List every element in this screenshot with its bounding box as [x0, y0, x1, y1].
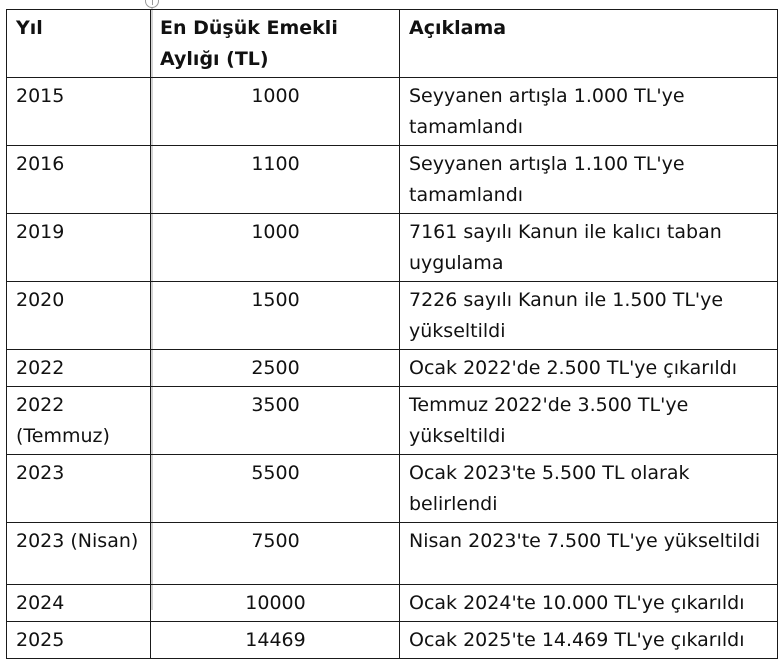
cell-year[interactable]: 2020: [7, 282, 151, 350]
table-row: [7, 455, 778, 523]
cell-amount[interactable]: 14469: [151, 622, 400, 659]
cell-amount[interactable]: 10000: [151, 585, 400, 622]
cell-amount[interactable]: 5500: [151, 455, 400, 523]
cell-note[interactable]: Ocak 2024'te 10.000 TL'ye çıkarıldı: [400, 585, 778, 622]
cell-note[interactable]: Seyyanen artışla 1.100 TL'ye tamamlandı: [400, 146, 778, 214]
header-year[interactable]: Yıl: [7, 10, 151, 78]
pension-table: [6, 9, 778, 659]
table-row: [7, 622, 778, 659]
cell-amount[interactable]: 3500: [151, 387, 400, 455]
header-amount[interactable]: En Düşük Emekli Aylığı (TL): [151, 10, 400, 78]
cell-amount[interactable]: 7500: [151, 523, 400, 585]
table-row: [7, 78, 778, 146]
table-row: [7, 214, 778, 282]
cell-note[interactable]: 7226 sayılı Kanun ile 1.500 TL'ye yükseltildi: [400, 282, 778, 350]
cell-amount[interactable]: 1000: [151, 214, 400, 282]
table-row: [7, 387, 778, 455]
cell-year[interactable]: 2015: [7, 78, 151, 146]
cell-year[interactable]: 2016: [7, 146, 151, 214]
table-row: [7, 585, 778, 622]
cell-note[interactable]: Temmuz 2022'de 3.500 TL'ye yükseltildi: [400, 387, 778, 455]
header-note[interactable]: Açıklama: [400, 10, 778, 78]
cell-note[interactable]: Ocak 2025'te 14.469 TL'ye çıkarıldı: [400, 622, 778, 659]
cell-amount[interactable]: 1500: [151, 282, 400, 350]
cell-year[interactable]: 2019: [7, 214, 151, 282]
cell-year[interactable]: 2022: [7, 350, 151, 387]
cell-note[interactable]: Ocak 2023'te 5.500 TL olarak belirlendi: [400, 455, 778, 523]
cell-note[interactable]: Nisan 2023'te 7.500 TL'ye yükseltildi: [400, 523, 778, 585]
cell-year[interactable]: 2025: [7, 622, 151, 659]
cell-note[interactable]: 7161 sayılı Kanun ile kalıcı taban uygulama: [400, 214, 778, 282]
cell-year[interactable]: 2022 (Temmuz): [7, 387, 151, 455]
cell-year[interactable]: 2023: [7, 455, 151, 523]
cell-amount[interactable]: 2500: [151, 350, 400, 387]
table-row: [7, 146, 778, 214]
cell-note[interactable]: Ocak 2022'de 2.500 TL'ye çıkarıldı: [400, 350, 778, 387]
table-row: [7, 523, 778, 585]
table-header-row: [7, 10, 778, 78]
table-row: [7, 282, 778, 350]
cell-year[interactable]: 2023 (Nisan): [7, 523, 151, 585]
table-row: [7, 350, 778, 387]
cell-amount[interactable]: 1000: [151, 78, 400, 146]
table-move-handle-icon[interactable]: [145, 0, 159, 8]
cell-note[interactable]: Seyyanen artışla 1.000 TL'ye tamamlandı: [400, 78, 778, 146]
cell-year[interactable]: 2024: [7, 585, 151, 622]
cell-amount[interactable]: 1100: [151, 146, 400, 214]
